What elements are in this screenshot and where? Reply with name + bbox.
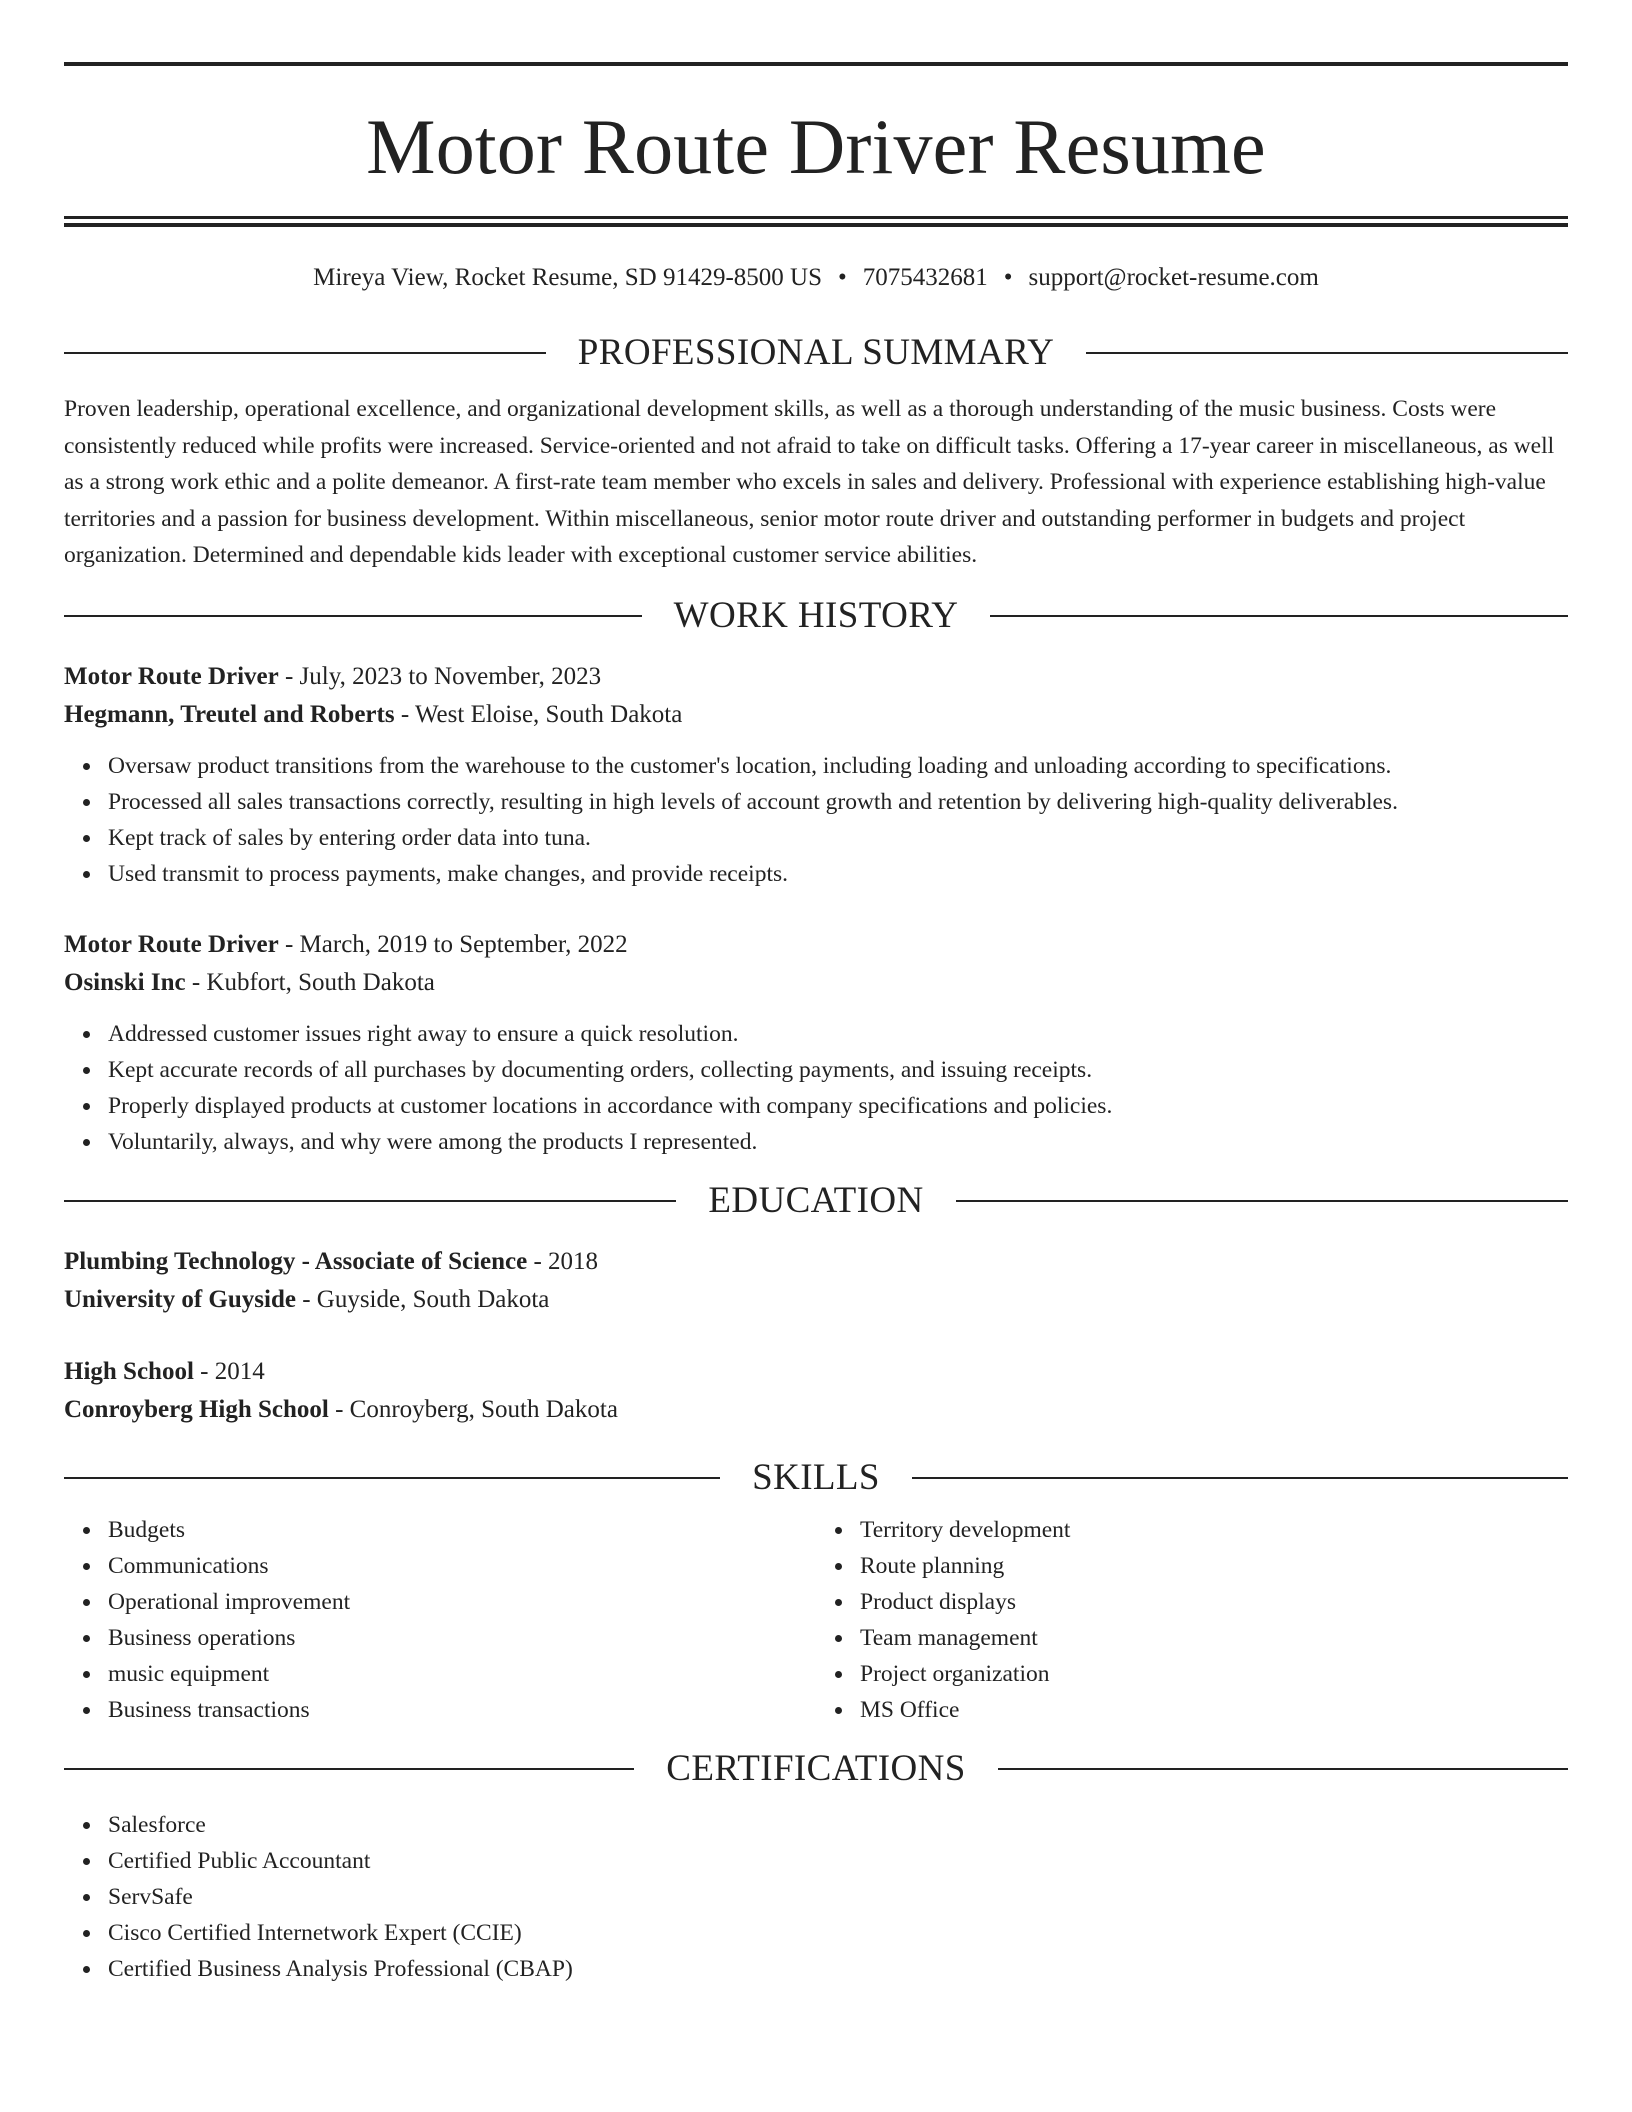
job-bullet: Oversaw product transitions from the warehouse to the customer's location, including loading and unloading according to specifications. <box>108 748 1568 784</box>
skill-item: Business transactions <box>108 1692 816 1728</box>
job-bullet: Used transmit to process payments, make changes, and provide receipts. <box>108 856 1568 892</box>
certification-item: Cisco Certified Internetwork Expert (CCIE) <box>108 1915 1568 1951</box>
section-title-certifications: CERTIFICATIONS <box>666 1748 966 1789</box>
education-location: - Conroyberg, South Dakota <box>328 1396 618 1423</box>
skill-item: Budgets <box>108 1512 816 1548</box>
section-rule <box>64 1768 634 1770</box>
section-rule <box>64 1200 676 1202</box>
section-header-work <box>64 597 1568 634</box>
job-bullet: Voluntarily, always, and why were among the products I represented. <box>108 1124 1568 1160</box>
education-school-line <box>64 1281 1568 1319</box>
top-rule <box>64 62 1568 66</box>
job-title-line <box>64 926 1568 964</box>
education-location: - Guyside, South Dakota <box>295 1286 550 1313</box>
section-rule <box>990 615 1568 617</box>
skill-item: music equipment <box>108 1656 816 1692</box>
contact-line <box>64 265 1568 290</box>
skills-list-right <box>816 1512 1568 1728</box>
education-school-line <box>64 1391 1568 1429</box>
section-header-skills <box>64 1459 1568 1496</box>
skill-item: Route planning <box>860 1548 1568 1584</box>
education-degree-line <box>64 1243 1568 1281</box>
resume-title: Motor Route Driver Resume <box>366 103 1266 190</box>
skill-item: Product displays <box>860 1584 1568 1620</box>
job-location: - West Eloise, South Dakota <box>394 701 683 728</box>
section-rule <box>64 352 546 354</box>
job-entry <box>64 926 1568 1160</box>
job-bullets <box>64 1016 1568 1160</box>
job-company: Osinski Inc <box>64 969 186 996</box>
section-rule <box>1086 352 1568 354</box>
section-rule <box>956 1200 1568 1202</box>
skill-item: Operational improvement <box>108 1584 816 1620</box>
education-school: Conroyberg High School <box>64 1396 329 1423</box>
job-entry <box>64 658 1568 892</box>
section-rule <box>64 615 642 617</box>
contact-email: support@rocket-resume.com <box>1028 264 1319 291</box>
contact-separator: • <box>838 264 847 291</box>
job-title-line <box>64 658 1568 696</box>
section-rule <box>64 1477 720 1479</box>
section-rule <box>912 1477 1568 1479</box>
job-dates: - March, 2019 to September, 2022 <box>278 931 628 958</box>
certification-item: ServSafe <box>108 1879 1568 1915</box>
section-title-education: EDUCATION <box>708 1180 924 1221</box>
job-bullet: Kept accurate records of all purchases by documenting orders, collecting payments, and issuing receipts. <box>108 1052 1568 1088</box>
skills-grid <box>64 1512 1568 1728</box>
summary-paragraph: Proven leadership, operational excellence, and organizational development skills, as well as a thorough understanding of the music business. Costs were consistently reduced while profits were increased. Service-oriented and not afraid to take on difficult tasks. Offering a 17-year career in miscellaneous, as well as a strong work ethic and a polite demeanor. A first-rate team member who excels in sales and delivery. Professional with experience establishing high-value territories and a passion for business development. Within miscellaneous, senior motor route driver and outstanding performer in budgets and project organization. Determined and dependable kids leader with exceptional customer service abilities. <box>64 396 1555 568</box>
education-school: University of Guyside <box>64 1286 296 1313</box>
section-header-education <box>64 1182 1568 1219</box>
job-company-line <box>64 964 1568 1002</box>
contact-separator: • <box>1003 264 1013 291</box>
job-dates: - July, 2023 to November, 2023 <box>278 663 602 690</box>
skill-item: Communications <box>108 1548 816 1584</box>
section-rule <box>998 1768 1568 1770</box>
education-degree: High School <box>64 1358 194 1385</box>
job-location: - Kubfort, South Dakota <box>185 969 435 996</box>
skills-list-left <box>64 1512 816 1728</box>
job-bullet: Kept track of sales by entering order data into tuna. <box>108 820 1568 856</box>
section-header-certifications <box>64 1750 1568 1787</box>
skill-item: MS Office <box>860 1692 1568 1728</box>
job-title: Motor Route Driver <box>64 663 279 690</box>
job-bullet: Addressed customer issues right away to ensure a quick resolution. <box>108 1016 1568 1052</box>
education-degree: Plumbing Technology - Associate of Science <box>64 1248 528 1275</box>
section-title-work: WORK HISTORY <box>673 595 959 636</box>
job-bullets <box>64 748 1568 892</box>
job-company: Hegmann, Treutel and Roberts <box>64 701 395 728</box>
certifications-list <box>64 1807 1568 1987</box>
section-title-skills: SKILLS <box>752 1457 880 1498</box>
section-title-summary: PROFESSIONAL SUMMARY <box>577 332 1055 373</box>
certification-item: Salesforce <box>108 1807 1568 1843</box>
job-company-line <box>64 696 1568 734</box>
skill-item: Business operations <box>108 1620 816 1656</box>
title-double-rule <box>64 216 1568 227</box>
education-year: - 2018 <box>527 1248 599 1275</box>
job-bullet: Processed all sales transactions correctly, resulting in high levels of account growth and retention by delivering high-quality deliverables. <box>108 784 1568 820</box>
education-year: - 2014 <box>193 1358 265 1385</box>
education-degree-line <box>64 1353 1568 1391</box>
certification-item: Certified Public Accountant <box>108 1843 1568 1879</box>
section-header-summary <box>64 334 1568 371</box>
skill-item: Territory development <box>860 1512 1568 1548</box>
job-title: Motor Route Driver <box>64 931 279 958</box>
skill-item: Team management <box>860 1620 1568 1656</box>
certification-item: Certified Business Analysis Professional (CBAP) <box>108 1951 1568 1987</box>
job-bullet: Properly displayed products at customer locations in accordance with company specifications and policies. <box>108 1088 1568 1124</box>
contact-address: Mireya View, Rocket Resume, SD 91429-8500 US <box>313 264 823 291</box>
education-entry <box>64 1353 1568 1429</box>
education-entry <box>64 1243 1568 1319</box>
skill-item: Project organization <box>860 1656 1568 1692</box>
contact-phone: 7075432681 <box>862 264 988 291</box>
